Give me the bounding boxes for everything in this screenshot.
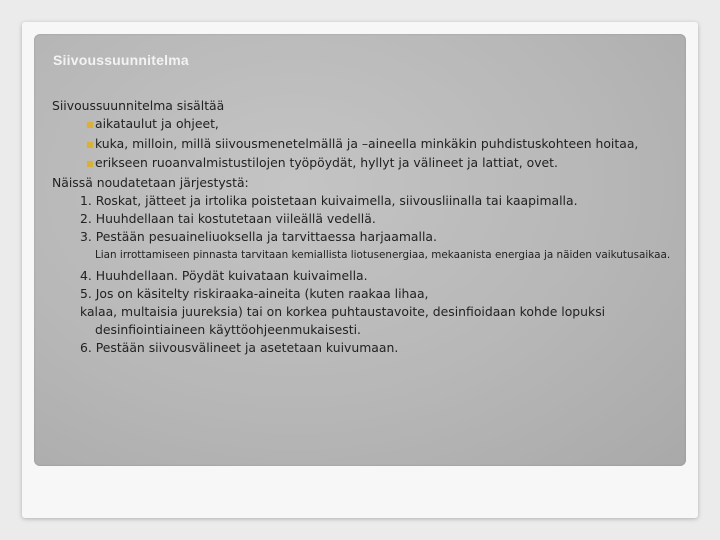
bullet-item — [52, 154, 672, 174]
square-bullet-icon: ■ — [86, 119, 94, 129]
bullet-item — [52, 135, 672, 155]
order-intro-text: Näissä noudatetaan järjestystä: — [52, 175, 249, 191]
slide-body — [52, 97, 672, 356]
step-item: 3. Pestään pesuaineliuoksella ja tarvittaessa harjaamalla. — [80, 228, 437, 244]
square-bullet-icon: ■ — [86, 159, 94, 169]
slide-title: Siivoussuunnitelma — [53, 52, 189, 68]
intro-text: Siivoussuunnitelma sisältää — [52, 98, 225, 113]
step-continuation: kalaa, multaisia juureksia) tai on korkea puhtaustavoite, desinfioidaan kohde lopuksi desinfiointiaineen käyttöohjeenmukaisesti. — [80, 303, 606, 337]
bullet-text: erikseen ruoanvalmistustilojen työpöydät, hyllyt ja välineet ja lattiat, ovet. — [95, 155, 558, 171]
bullet-item — [52, 115, 672, 135]
bullet-text: aikataulut ja ohjeet, — [95, 115, 219, 131]
square-bullet-icon: ■ — [86, 139, 94, 149]
step-item: 1. Roskat, jätteet ja irtolika poistetaan kuivaimella, siivousliinalla tai kaapimalla. — [80, 192, 578, 208]
step-item: 4. Huuhdellaan. Pöydät kuivataan kuivaimella. — [80, 268, 368, 284]
step-note: Lian irrottamiseen pinnasta tarvitaan kemiallista liotusenergiaa, mekaanista energiaa ja näiden vaikutusaikaa. — [95, 249, 671, 262]
step-item: 2. Huuhdellaan tai kostutetaan viileällä vedellä. — [80, 210, 376, 226]
step-item: 6. Pestään siivousvälineet ja asetetaan kuivumaan. — [80, 339, 399, 355]
step-item: 5. Jos on käsitelty riskiraaka-aineita (kuten raakaa lihaa, — [80, 286, 429, 302]
bullet-text: kuka, milloin, millä siivousmenetelmällä ja –aineella minkäkin puhdistuskohteen hoitaa, — [95, 135, 639, 151]
